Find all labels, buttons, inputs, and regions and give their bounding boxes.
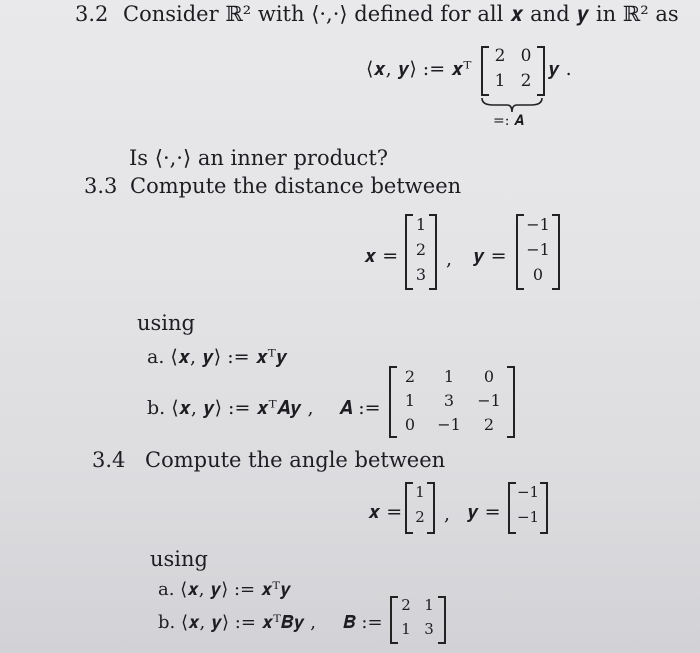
matrix-B-label: 𝑩 := <box>343 612 383 633</box>
matrix-cell: 2 <box>520 71 532 91</box>
matrix-cell: 2 <box>404 367 416 386</box>
problem-3-2-statement: Consider ℝ² with ⟨·,·⟩ defined for all 𝒙 and 𝒚 in ℝ² as <box>123 2 679 26</box>
matrix-cell: 1 <box>401 620 411 638</box>
vector-cell: −1 <box>516 508 540 526</box>
matrix-cell: 0 <box>520 46 532 66</box>
vector-y <box>508 482 548 534</box>
vector-x <box>405 214 437 290</box>
using-label: using <box>150 547 208 571</box>
problem-number-3-4: 3.4 <box>92 448 126 472</box>
vector-cell: 2 <box>415 508 425 526</box>
inner-product-definition-lhs: ⟨𝒙, 𝒚⟩ := 𝒙ᵀ <box>366 58 472 80</box>
vector-cell: −1 <box>516 483 540 501</box>
underbrace <box>481 97 543 113</box>
option-b: b. ⟨𝒙, 𝒚⟩ := 𝒙ᵀ𝑩𝒚 , <box>158 612 316 633</box>
vector-x <box>405 482 435 534</box>
matrix-cell: −1 <box>437 415 461 434</box>
matrix-A-label: 𝑨 := <box>339 397 381 419</box>
vector-cell: 2 <box>415 240 427 259</box>
matrix-cell: 1 <box>404 391 416 410</box>
vector-cell: −1 <box>526 215 550 234</box>
matrix-cell: 1 <box>424 596 434 614</box>
matrix-cell: −1 <box>477 391 501 410</box>
vector-cell: −1 <box>526 240 550 259</box>
problem-number-3-3: 3.3 <box>84 174 118 198</box>
matrix-cell: 1 <box>443 367 455 386</box>
problem-3-2-question: Is ⟨·,·⟩ an inner product? <box>129 146 389 170</box>
y-vector-label: 𝒚 = <box>467 501 501 523</box>
matrix-cell: 0 <box>483 367 495 386</box>
using-label: using <box>137 311 195 335</box>
problem-3-3-statement: Compute the distance between <box>130 174 462 198</box>
vector-cell: 1 <box>415 483 425 501</box>
underbrace-label: =: 𝑨 <box>493 113 524 129</box>
x-vector-label: 𝒙 = <box>368 501 403 523</box>
vector-y <box>516 214 560 290</box>
inner-product-definition-rhs: 𝒚 . <box>548 58 572 80</box>
matrix-B-2x2 <box>390 596 446 644</box>
separator-comma: , <box>444 503 451 525</box>
matrix-cell: 3 <box>424 620 434 638</box>
matrix-cell: 2 <box>401 596 411 614</box>
option-a: a. ⟨𝒙, 𝒚⟩ := 𝒙ᵀ𝒚 <box>147 346 288 368</box>
problem-3-4-statement: Compute the angle between <box>145 448 446 472</box>
matrix-cell: 0 <box>404 415 416 434</box>
vector-cell: 1 <box>415 215 427 234</box>
y-vector-label: 𝒚 = <box>473 245 507 267</box>
matrix-A-3x3 <box>389 366 515 438</box>
problem-number-3-2: 3.2 <box>75 2 109 26</box>
separator-comma: , <box>446 248 453 270</box>
x-vector-label: 𝒙 = <box>364 245 399 267</box>
vector-cell: 0 <box>532 265 544 284</box>
option-b: b. ⟨𝒙, 𝒚⟩ := 𝒙ᵀ𝑨𝒚 , <box>147 397 314 419</box>
matrix-cell: 3 <box>443 391 455 410</box>
matrix-cell: 2 <box>483 415 495 434</box>
matrix-cell: 1 <box>494 71 506 91</box>
vector-cell: 3 <box>415 265 427 284</box>
matrix-A-2x2 <box>481 46 545 96</box>
option-a: a. ⟨𝒙, 𝒚⟩ := 𝒙ᵀ𝒚 <box>158 579 292 600</box>
matrix-cell: 2 <box>494 46 506 66</box>
